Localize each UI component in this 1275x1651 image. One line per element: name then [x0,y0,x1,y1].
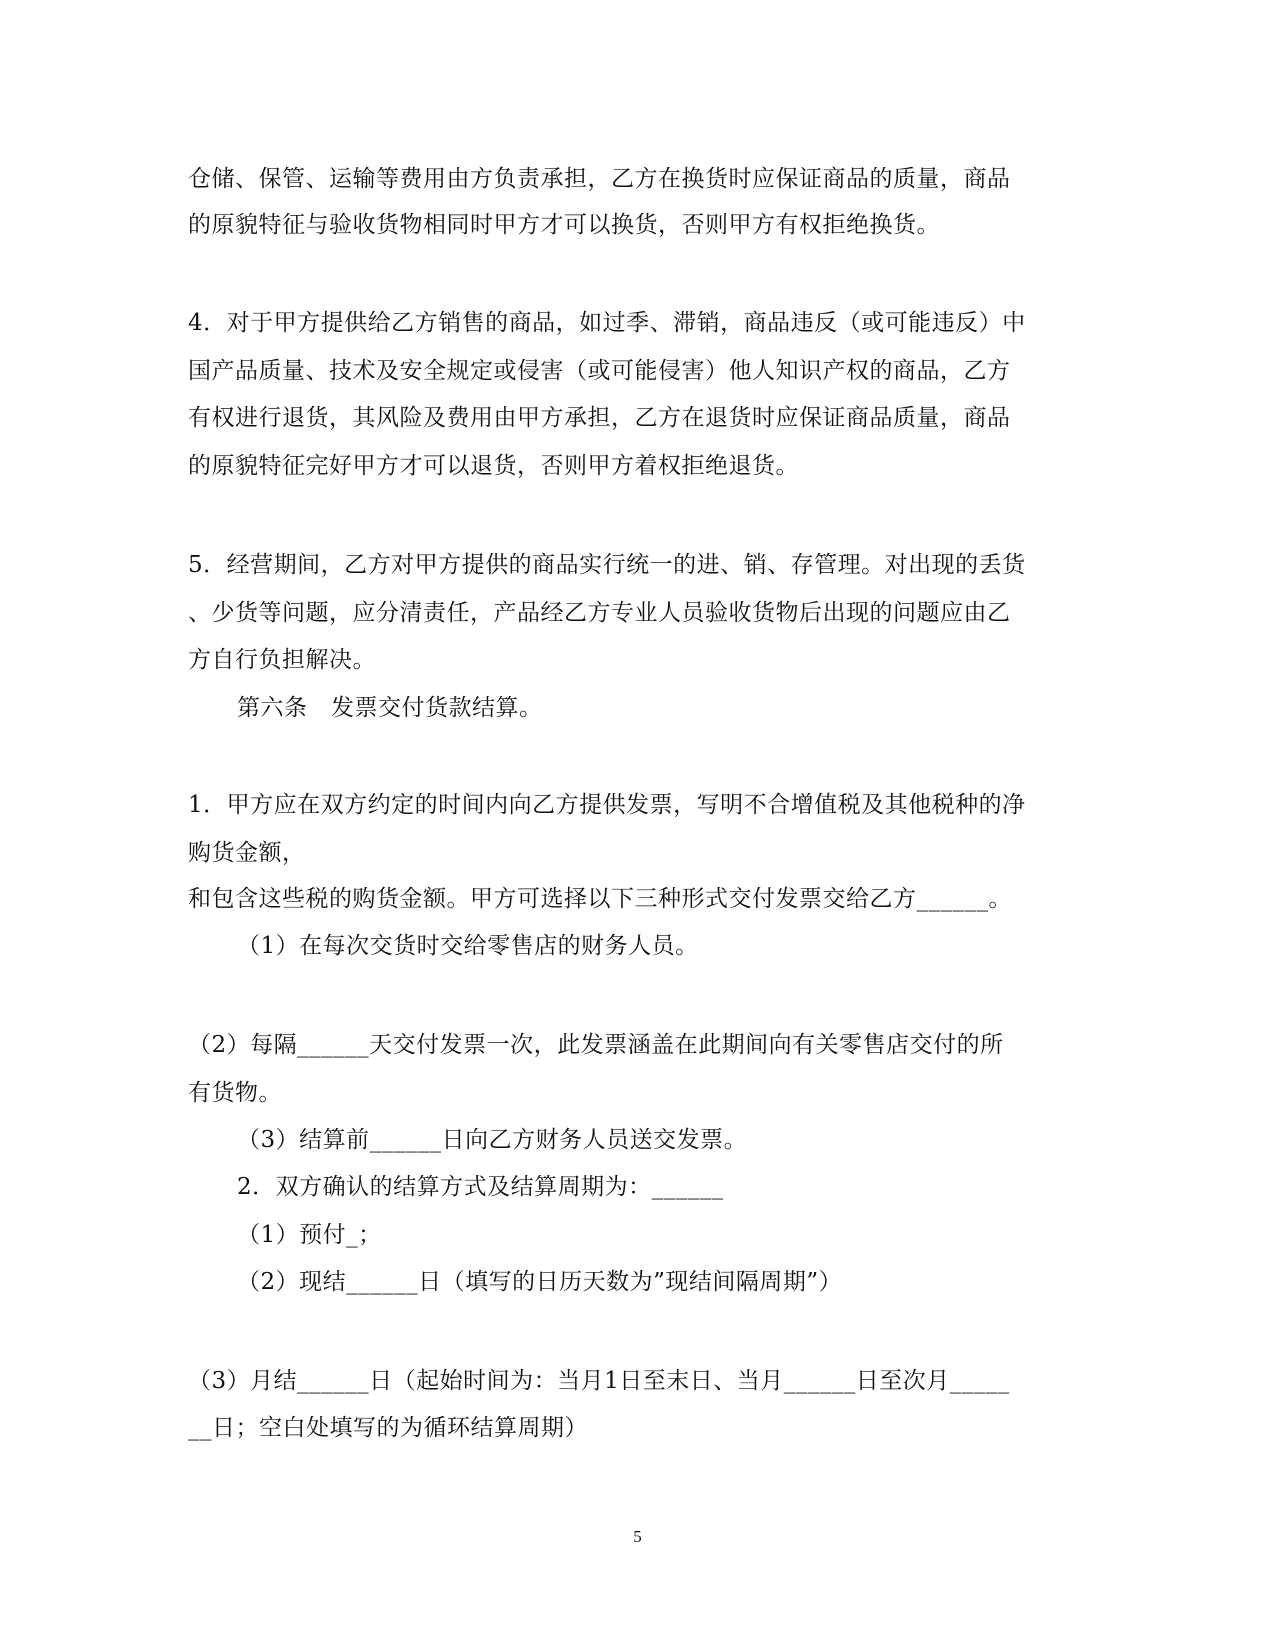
text-line: （3）月结______日（起始时间为：当月1日至末日、当月______日至次月_____ [188,1368,1010,1394]
text-line: 有权进行退货，其风险及费用由甲方承担，乙方在退货时应保证商品质量，商品 [188,405,1011,431]
text-line: 国产品质量、技术及安全规定或侵害（或可能侵害）他人知识产权的商品，乙方 [188,358,1011,384]
text-line: 5．经营期间，乙方对甲方提供的商品实行统一的进、销、存管理。对出现的丢货 [188,552,1026,578]
text-line: 2．双方确认的结算方式及结算周期为：______ [237,1174,724,1200]
text-line: （3）结算前______日向乙方财务人员送交发票。 [237,1127,748,1153]
text-line: 1．甲方应在双方约定的时间内向乙方提供发票，写明不合增值税及其他税种的净 [188,792,1026,818]
text-line: 仓储、保管、运输等费用由方负责承担，乙方在换货时应保证商品的质量，商品 [188,166,1011,192]
text-line: 有货物。 [188,1080,282,1106]
text-line: （1）在每次交货时交给零售店的财务人员。 [237,933,699,959]
text-line: 4．对于甲方提供给乙方销售的商品，如过季、滞销，商品违反（或可能违反）中 [188,310,1026,336]
page-number: 5 [633,1527,642,1546]
text-line: （2）每隔______天交付发票一次，此发票涵盖在此期间向有关零售店交付的所 [188,1032,1004,1058]
text-line: __日；空白处填写的为循环结算周期） [188,1415,588,1441]
section-heading: 第六条 发票交付货款结算。 [237,695,543,721]
text-line: 方自行负担解决。 [188,647,376,673]
text-line: 和包含这些税的购货金额。甲方可选择以下三种形式交付发票交给乙方______。 [188,886,1012,912]
text-line: 、少货等问题，应分清责任，产品经乙方专业人员验收货物后出现的问题应由乙 [188,600,1011,626]
text-line: 的原貌特征与验收货物相同时甲方才可以换货，否则甲方有权拒绝换货。 [188,212,940,238]
text-line: （1）预付_； [237,1222,382,1248]
text-line: 的原貌特征完好甲方才可以退货，否则甲方着权拒绝退货。 [188,453,799,479]
text-line: 购货金额， [188,840,306,866]
text-line: （2）现结______日（填写的日历天数为”现结间隔周期”） [237,1269,843,1295]
